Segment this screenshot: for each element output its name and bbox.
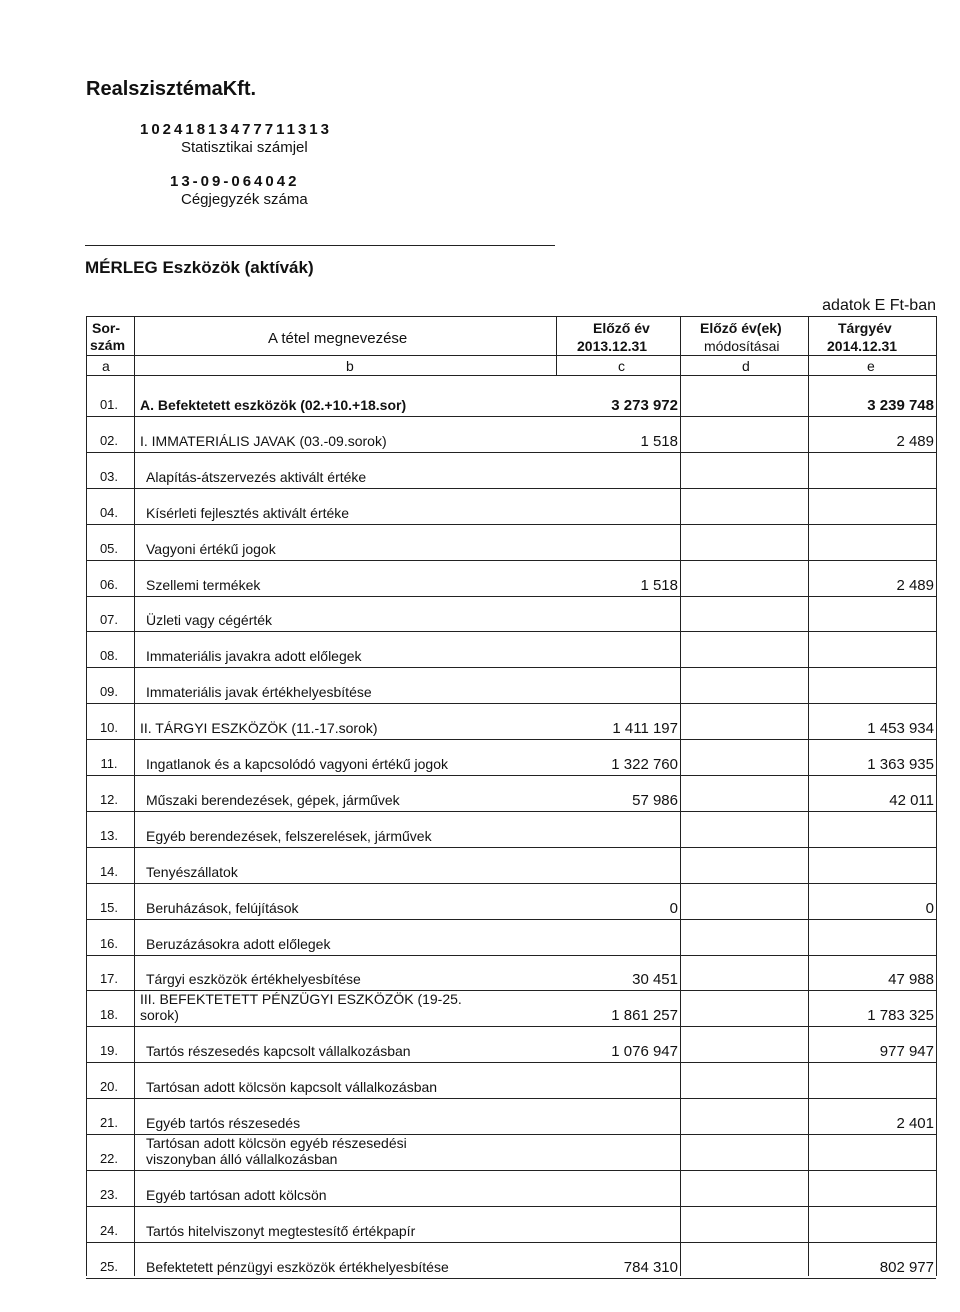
table-row	[0, 632, 960, 669]
row-number: 22.	[99, 1150, 119, 1166]
row-label-line: Beruházások, felújítások	[146, 899, 299, 916]
row-label	[146, 684, 586, 700]
reg-number: 13-09-064042	[170, 173, 300, 190]
row-label-line: Egyéb tartósan adott kölcsön	[146, 1186, 327, 1203]
row-number: 04.	[99, 504, 119, 520]
col-letter-a: a	[102, 358, 110, 374]
row-label-line: Ingatlanok és a kapcsolódó vagyoni értékű jogok	[146, 756, 448, 772]
row-label-line: sorok)	[140, 1007, 179, 1024]
row-label-line: Tartós részesedés kapcsolt vállalkozásban	[146, 1043, 411, 1060]
row-label-line: Egyéb tartós részesedés	[146, 1115, 301, 1131]
row-label	[146, 971, 586, 987]
row-label-line: Alapítás-átszervezés aktivált értéke	[146, 468, 367, 485]
table-row	[0, 1171, 960, 1208]
row-label-line: Egyéb berendezések, felszerelések, járművek	[146, 827, 432, 844]
current-year-value: 3 239 748	[867, 397, 934, 414]
table-row	[0, 1063, 960, 1100]
row-label-line: Műszaki berendezések, gépek, járművek	[146, 791, 400, 808]
current-year-value: 2 401	[896, 1115, 934, 1132]
current-year-value: 1 363 935	[867, 756, 934, 773]
row-number: 18.	[99, 1007, 119, 1023]
table-row	[0, 884, 960, 921]
prev-year-value: 1 076 947	[611, 1043, 678, 1061]
row-label	[146, 828, 586, 844]
current-year-value: 47 988	[888, 971, 934, 989]
header-divider	[85, 245, 555, 246]
row-number: 13.	[99, 827, 119, 843]
prev-year-value: 1 861 257	[611, 1007, 678, 1025]
row-number: 01.	[99, 397, 119, 412]
table-row	[0, 525, 960, 562]
row-label-line: Tartós hitelviszonyt megtestesítő értékpapír	[146, 1222, 416, 1239]
row-label-line: Szellemi termékek	[146, 576, 261, 593]
current-year-value: 0	[925, 899, 934, 917]
table-row	[0, 1243, 960, 1280]
stat-number: 10241813477711313	[140, 121, 332, 138]
table-row	[0, 1207, 960, 1244]
current-year-value: 802 977	[879, 1258, 934, 1276]
table-row	[0, 991, 960, 1028]
table-row	[0, 740, 960, 777]
row-number: 14.	[99, 863, 119, 879]
row-label-line: III. BEFEKTETETT PÉNZÜGYI ESZKÖZÖK (19-25.	[140, 991, 462, 1008]
row-label	[146, 1259, 586, 1275]
document-title: MÉRLEG Eszközök (aktívák)	[85, 258, 314, 277]
row-label	[146, 577, 586, 593]
stat-label: Statisztikai számjel	[181, 139, 308, 156]
row-label	[146, 1223, 586, 1239]
grid-line-prev	[556, 316, 557, 376]
current-year-value: 42 011	[889, 791, 934, 809]
row-number: 15.	[99, 899, 119, 915]
row-label	[146, 756, 586, 772]
current-year-value: 1 783 325	[867, 1007, 934, 1025]
row-number: 25.	[99, 1258, 119, 1274]
col-header-curr-2: 2014.12.31	[827, 338, 898, 354]
row-divider	[86, 1278, 936, 1279]
col-header-mod-1: Előző év(ek)	[700, 320, 782, 336]
row-label-line: Befektetett pénzügyi eszközök értékhelyesbítése	[146, 1258, 449, 1275]
company-name: RealszisztémaKft.	[86, 78, 257, 100]
row-label	[146, 505, 586, 521]
row-number: 23.	[99, 1186, 119, 1202]
units-note: adatok E Ft-ban	[822, 297, 936, 314]
row-number: 05.	[99, 540, 119, 556]
prev-year-value: 57 986	[632, 791, 678, 809]
table-row	[0, 1027, 960, 1064]
table-row	[0, 1135, 960, 1172]
row-number: 09.	[99, 684, 119, 700]
col-header-prev-1: Előző év	[593, 320, 650, 336]
current-year-value: 1 453 934	[867, 720, 934, 738]
row-label	[146, 1079, 586, 1095]
row-label-line: Tárgyi eszközök értékhelyesbítése	[146, 971, 361, 988]
row-label-line: A. Befektetett eszközök (02.+10.+18.sor)	[140, 397, 407, 413]
col-letter-c: c	[618, 358, 625, 374]
row-label	[140, 397, 580, 413]
row-number: 21.	[99, 1115, 119, 1130]
row-number: 11.	[100, 756, 118, 771]
row-label	[146, 541, 586, 557]
table-row	[0, 776, 960, 813]
row-number: 16.	[99, 935, 119, 951]
row-label-line: Üzleti vagy cégérték	[146, 612, 273, 629]
row-label	[146, 900, 586, 916]
row-label	[146, 792, 586, 808]
row-number: 10.	[99, 720, 119, 736]
row-number: 08.	[99, 648, 119, 664]
row-label-line: Immateriális javak értékhelyesbítése	[146, 684, 372, 701]
col-letter-d: d	[742, 358, 750, 374]
col-letter-e: e	[867, 358, 875, 374]
col-letter-b: b	[346, 358, 354, 374]
row-label-line: Immateriális javakra adott előlegek	[146, 648, 362, 665]
row-number: 24.	[99, 1222, 119, 1238]
col-header-item: A tétel megnevezése	[268, 330, 408, 347]
row-label-line: II. TÁRGYI ESZKÖZÖK (11.-17.sorok)	[140, 720, 378, 737]
row-number: 03.	[99, 468, 119, 484]
col-header-sorszam-1: Sor-	[92, 320, 120, 336]
row-label-line: Tenyészállatok	[146, 863, 238, 880]
table-row	[0, 920, 960, 957]
row-number: 06.	[99, 576, 119, 592]
row-label	[146, 1135, 586, 1167]
row-label-line: Tartósan adott kölcsön egyéb részesedési	[146, 1134, 407, 1151]
row-number: 02.	[99, 432, 119, 448]
row-label	[140, 433, 580, 449]
table-row	[0, 489, 960, 526]
table-row	[0, 704, 960, 741]
prev-year-value: 1 411 197	[612, 720, 678, 738]
row-label	[146, 612, 586, 628]
prev-year-value: 1 322 760	[611, 756, 678, 773]
row-label	[140, 991, 580, 1023]
row-label-line: Tartósan adott kölcsön kapcsolt vállalkozásban	[146, 1079, 438, 1096]
prev-year-value: 3 273 972	[611, 397, 678, 414]
col-header-sorszam-2: szám	[90, 337, 126, 353]
row-label	[146, 1115, 586, 1131]
table-row	[0, 955, 960, 992]
table-row	[0, 417, 960, 454]
prev-year-value: 0	[669, 899, 678, 917]
row-label-line: Kísérleti fejlesztés aktivált értéke	[146, 504, 350, 521]
table-row	[0, 381, 960, 418]
table-row	[0, 812, 960, 849]
row-number: 17.	[99, 971, 119, 987]
row-number: 19.	[99, 1043, 119, 1059]
reg-label: Cégjegyzék száma	[181, 191, 308, 208]
col-header-curr-1: Tárgyév	[838, 320, 892, 336]
current-year-value: 2 489	[896, 432, 934, 450]
col-header-mod-2: módosításai	[704, 338, 780, 354]
table-row	[0, 1099, 960, 1136]
row-number: 20.	[99, 1079, 119, 1095]
prev-year-value: 1 518	[640, 576, 678, 594]
table-row	[0, 596, 960, 633]
current-year-value: 977 947	[879, 1043, 934, 1061]
prev-year-value: 784 310	[623, 1258, 678, 1276]
table-row	[0, 848, 960, 885]
table-row	[0, 668, 960, 705]
row-label	[140, 720, 580, 736]
row-label	[146, 1043, 586, 1059]
row-label-line: viszonyban álló vállalkozásban	[146, 1150, 338, 1167]
row-label	[146, 469, 586, 485]
row-label	[146, 648, 586, 664]
row-label	[146, 936, 586, 952]
row-number: 12.	[99, 791, 119, 807]
table-row	[0, 561, 960, 598]
row-label-line: I. IMMATERIÁLIS JAVAK (03.-09.sorok)	[140, 432, 387, 449]
row-label	[146, 1187, 586, 1203]
prev-year-value: 30 451	[632, 971, 678, 989]
prev-year-value: 1 518	[640, 432, 678, 450]
row-label-line: Vagyoni értékű jogok	[146, 540, 276, 557]
col-header-prev-2: 2013.12.31	[577, 338, 648, 354]
current-year-value: 2 489	[896, 576, 934, 594]
row-number: 07.	[99, 612, 119, 628]
table-row	[0, 453, 960, 490]
row-label-line: Beruzázásokra adott előlegek	[146, 935, 331, 952]
row-label	[146, 864, 586, 880]
